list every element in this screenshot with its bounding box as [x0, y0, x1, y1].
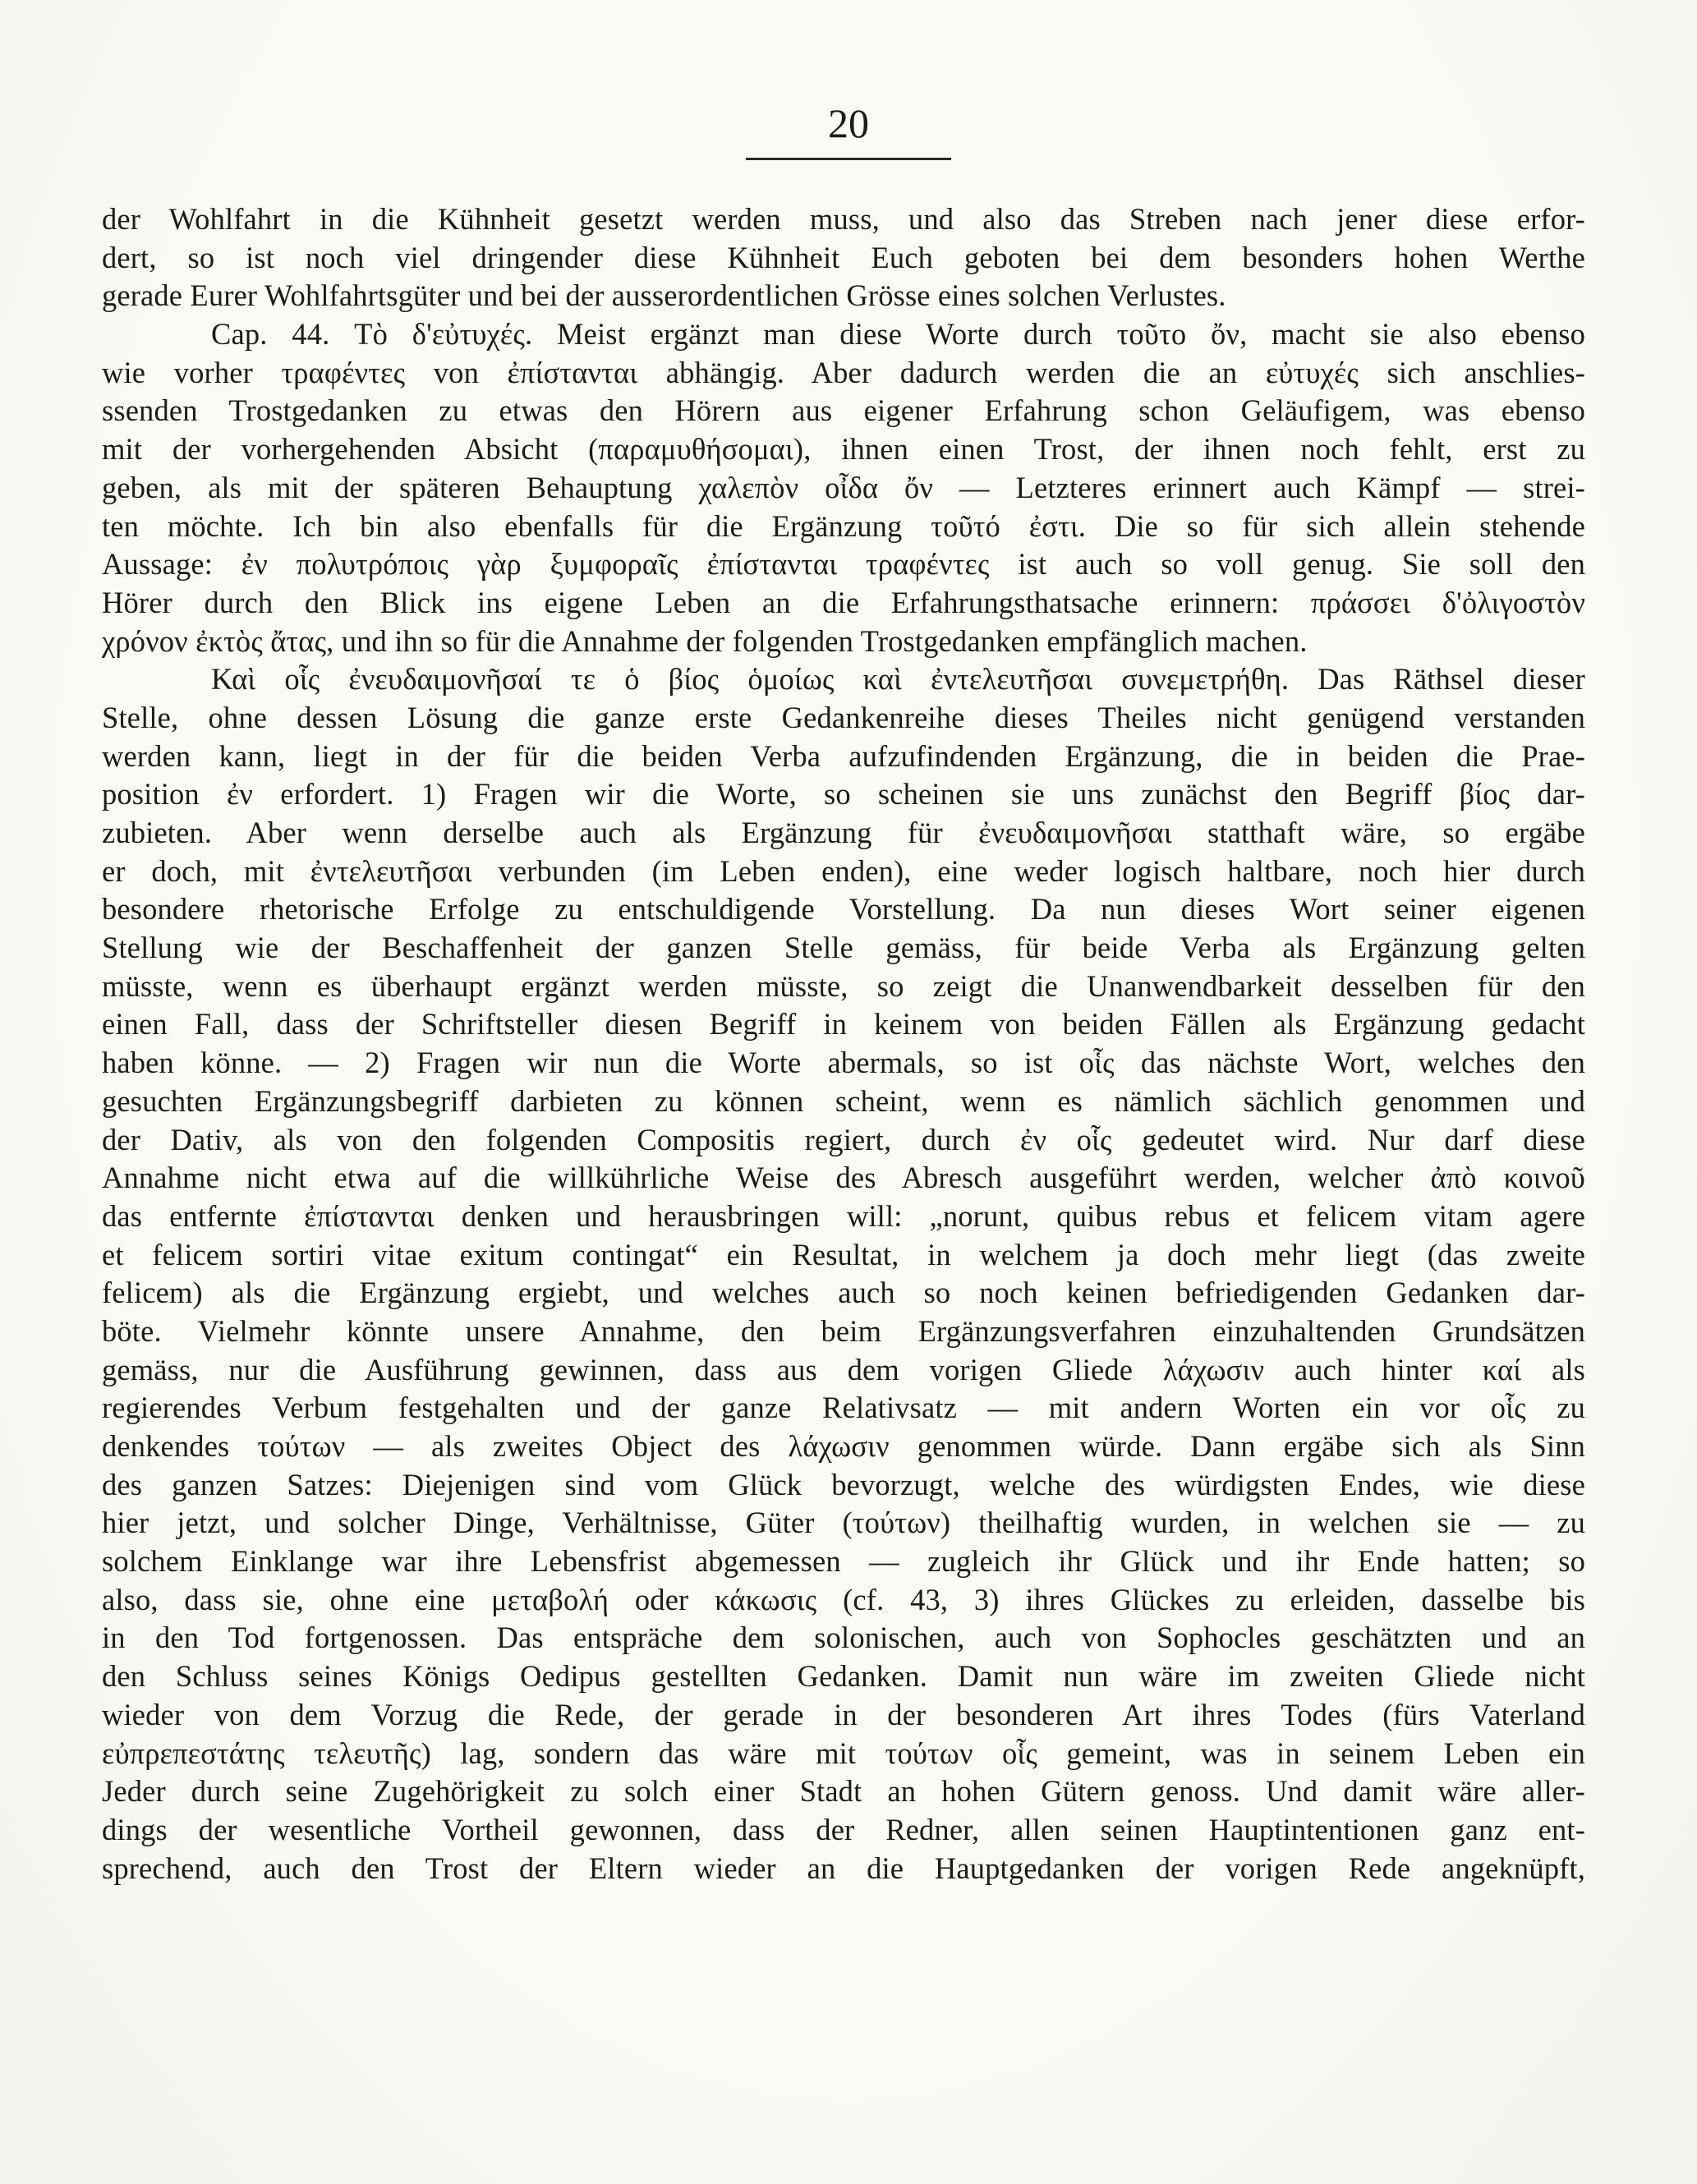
page-number: 20 [828, 100, 869, 146]
text-line: einen Fall, dass der Schriftsteller diesen Begriff in keinem von beiden Fällen als Ergänzung gedacht [102, 1007, 1585, 1041]
text-line: der Dativ, als von den folgenden Compositis regiert, durch ἐν οἷς gedeutet wird. Nur darf diese [102, 1122, 1585, 1156]
text-line: et felicem sortiri vitae exitum contingat“ ein Resultat, in welchem ja doch mehr liegt (das zweite [102, 1237, 1585, 1271]
text-line: dings der wesentliche Vortheil gewonnen, dass der Redner, allen seinen Hauptintentionen ganz ent- [102, 1812, 1585, 1846]
text-line: Cap. 44. Τὸ δ'εὐτυχές. Meist ergänzt man diese Worte durch τοῦτο ὄν, macht sie also ebenso [211, 317, 1585, 352]
text-line: gesuchten Ergänzungsbegriff darbieten zu können scheint, wenn es nämlich sächlich genommen und [102, 1083, 1585, 1118]
text-line: Hörer durch den Blick ins eigene Leben an die Erfahrungsthatsache erinnern: πράσσει δ'ὀλιγοστὸν [102, 585, 1585, 619]
text-line: müsste, wenn es überhaupt ergänzt werden müsste, so zeigt die Unanwendbarkeit desselben für den [102, 968, 1585, 1003]
text-line: geben, als mit der späteren Behauptung χαλεπὸν οἶδα ὄν — Letzteres erinnert auch Kämpf — strei- [102, 470, 1585, 504]
text-line: Stellung wie der Beschaffenheit der ganzen Stelle gemäss, für beide Verba als Ergänzung gelten [102, 931, 1585, 965]
text-line: zubieten. Aber wenn derselbe auch als Ergänzung für ἐνευδαιμονῆσαι statthaft wäre, so ergäbe [102, 816, 1585, 849]
text-line: mit der vorhergehenden Absicht (παραμυθήσομαι), ihnen einen Trost, der ihnen noch fehlt, erst zu [102, 432, 1585, 467]
text-line: regierendes Verbum festgehalten und der ganze Relativsatz — mit andern Worten ein vor οἷς zu [102, 1391, 1585, 1425]
text-line: sprechend, auch den Trost der Eltern wieder an die Hauptgedanken der vorigen Rede angeknüpft, [102, 1851, 1585, 1885]
text-line: dert, so ist noch viel dringender diese Kühnheit Euch geboten bei dem besonders hohen Werthe [102, 240, 1585, 274]
text-line: gerade Eurer Wohlfahrtsgüter und bei der ausserordentlichen Grösse eines solchen Verlustes. [102, 278, 1226, 313]
text-line: hier jetzt, und solcher Dinge, Verhältnisse, Güter (τούτων) theilhaftig wurden, in welchen sie — zu [102, 1506, 1585, 1540]
text-line: böte. Vielmehr könnte unsere Annahme, den beim Ergänzungsverfahren einzuhaltenden Grundsätzen [102, 1313, 1585, 1348]
text-line: denkendes τούτων — als zweites Object des λάχωσιν genommen würde. Dann ergäbe sich als Sinn [102, 1429, 1585, 1463]
body-text [102, 200, 1585, 2139]
text-line: gemäss, nur die Ausführung gewinnen, dass aus dem vorigen Gliede λάχωσιν auch hinter καί als [102, 1352, 1585, 1386]
text-line: ssenden Trostgedanken zu etwas den Hörern aus eigener Erfahrung schon Geläufigem, was ebenso [102, 393, 1585, 428]
text-line: Jeder durch seine Zugehörigkeit zu solch einer Stadt an hohen Gütern genoss. Und damit wäre aller- [102, 1774, 1585, 1809]
text-line: wie vorher τραφέντες von ἐπίστανται abhängig. Aber dadurch werden die an εὐτυχές sich anschlies- [102, 355, 1585, 389]
text-line: besondere rhetorische Erfolge zu entschuldigende Vorstellung. Da nun dieses Wort seiner eigenen [102, 892, 1585, 926]
text-line: χρόνον ἐκτὸς ἄτας, und ihn so für die Annahme der folgenden Trostgedanken empfänglich machen. [102, 623, 1308, 658]
text-line: haben könne. — 2) Fragen wir nun die Worte abermals, so ist οἷς das nächste Wort, welches den [102, 1046, 1585, 1080]
text-line: in den Tod fortgenossen. Das entspräche dem solonischen, auch von Sophocles geschätzten und an [102, 1621, 1585, 1655]
page-number-rule [746, 158, 951, 160]
text-line: den Schluss seines Königs Oedipus gestellten Gedanken. Damit nun wäre im zweiten Gliede nicht [102, 1659, 1585, 1694]
text-line: Stelle, ohne dessen Lösung die ganze erste Gedankenreihe dieses Theiles nicht genügend verstanden [102, 700, 1585, 734]
text-line: Aussage: ἐν πολυτρόποις γὰρ ξυμφοραῖς ἐπίστανται τραφέντες ist auch so voll genug. Sie soll den [102, 547, 1585, 582]
text-line: des ganzen Satzes: Diejenigen sind vom Glück bevorzugt, welche des würdigsten Endes, wie diese [102, 1467, 1585, 1501]
text-line: werden kann, liegt in der für die beiden Verba aufzufindenden Ergänzung, die in beiden die Prae- [102, 738, 1585, 773]
text-line: εὐπρεπεστάτης τελευτῆς) lag, sondern das wäre mit τούτων οἷς gemeint, was in seinem Leben ein [102, 1736, 1585, 1770]
text-line: Annahme nicht etwa auf die willkührliche Weise des Abresch ausgeführt werden, welcher ἀπὸ κοινοῦ [102, 1161, 1585, 1195]
text-line [102, 1887, 1585, 1926]
text-line: er doch, mit ἐντελευτῆσαι verbunden (im Leben enden), eine weder logisch haltbare, noch hier durch [102, 853, 1585, 888]
text-line: position ἐν erfordert. 1) Fragen wir die Worte, so scheinen sie uns zunächst den Begriff βίος dar- [102, 777, 1585, 812]
text-line: ten möchte. Ich bin also ebenfalls für die Ergänzung τοῦτό ἐστι. Die so für sich allein stehende [102, 508, 1585, 543]
text-line: solchem Einklange war ihre Lebensfrist abgemessen — zugleich ihr Glück und ihr Ende hatten; so [102, 1544, 1585, 1579]
text-line: wieder von dem Vorzug die Rede, der gerade in der besonderen Art ihres Todes (fürs Vaterland [102, 1697, 1585, 1731]
text-line: Καὶ οἷς ἐνευδαιμονῆσαί τε ὁ βίος ὁμοίως καὶ ἐντελευτῆσαι συνεμετρήθη. Das Räthsel dieser [211, 662, 1585, 697]
text-line: also, dass sie, ohne eine μεταβολή oder κάκωσις (cf. 43, 3) ihres Glückes zu erleiden, dasselbe bis [102, 1582, 1585, 1616]
text-line: das entfernte ἐπίστανται denken und herausbringen will: „norunt, quibus rebus et felicem vitam agere [102, 1198, 1585, 1233]
text-line: der Wohlfahrt in die Kühnheit gesetzt werden muss, und also das Streben nach jener diese erfor- [102, 202, 1585, 236]
text-line: felicem) als die Ergänzung ergiebt, und welches auch so noch keinen befriedigenden Gedanken dar- [102, 1276, 1585, 1310]
